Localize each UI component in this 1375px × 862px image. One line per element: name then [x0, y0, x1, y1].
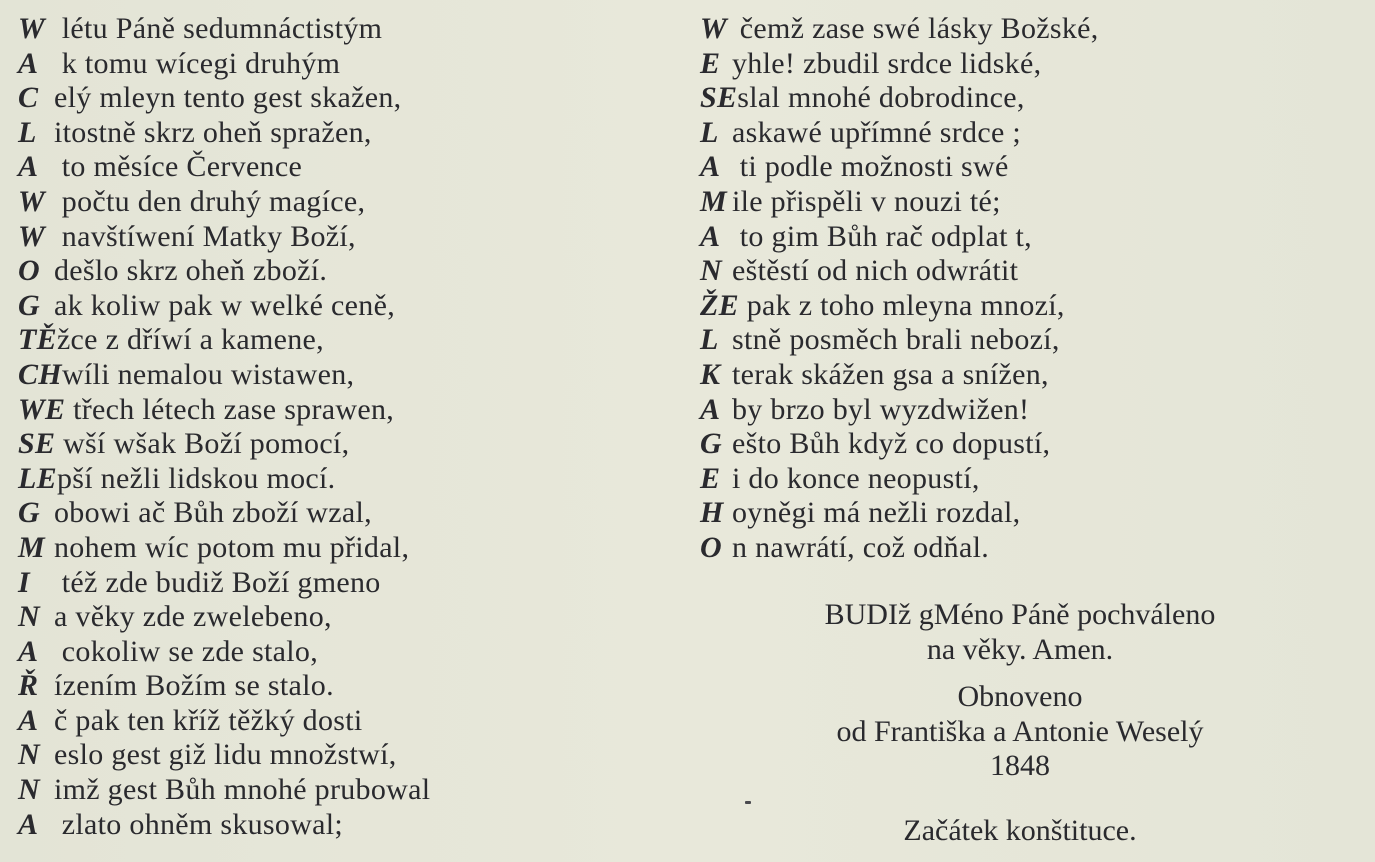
poem-line — [700, 150, 1340, 185]
poem-line — [18, 704, 658, 739]
line-text: čemž zase swé lásky Božské, — [732, 12, 1099, 45]
line-text: to měsíce Července — [54, 150, 303, 184]
line-initial: A — [18, 703, 39, 737]
line-text: terak skážen gsa a snížen, — [732, 357, 1049, 391]
line-text: ti podle možnosti swé — [732, 150, 1009, 184]
line-text: nohem wíc potom mu přidal, — [54, 530, 410, 564]
line-text: elý mleyn tento gest skažen, — [54, 81, 402, 115]
line-text: létu Páně sedumnáctistým — [54, 12, 383, 45]
line-text: k tomu wícegi druhým — [54, 46, 341, 80]
line-initial: K — [700, 357, 721, 391]
poem-line — [18, 47, 658, 82]
poem-line — [700, 427, 1340, 462]
renewal-block — [700, 680, 1340, 784]
line-text: ak koliw pak w welké ceně, — [54, 288, 396, 322]
poem-line — [18, 220, 658, 255]
line-initial: A — [18, 150, 39, 184]
line-initial: W — [18, 12, 45, 45]
line-initial: N — [18, 773, 40, 807]
line-text: slal mnohé dobrodince, — [737, 81, 1025, 115]
line-initial: A — [700, 219, 721, 253]
line-text: pak z toho mleyna mnozí, — [738, 288, 1065, 322]
poem-line — [18, 738, 658, 773]
poem-line — [18, 808, 658, 843]
poem-line — [18, 116, 658, 151]
poem-line — [700, 462, 1340, 497]
line-initial: LE — [18, 461, 57, 495]
line-initial: G — [18, 496, 40, 530]
section-heading: Začátek konštituce. — [903, 814, 1137, 847]
line-initial: A — [700, 392, 721, 426]
line-text: navštíwení Matky Boží, — [54, 219, 356, 253]
line-initial: I — [18, 565, 30, 599]
line-initial: WE — [18, 392, 66, 426]
poem-line — [18, 531, 658, 566]
line-text: ile přispěli v nouzi té; — [732, 184, 1001, 218]
poem-line — [700, 289, 1340, 324]
line-initial: SE — [700, 81, 738, 115]
line-initial: N — [18, 738, 40, 772]
line-text: též zde budiž Boží gmeno — [54, 565, 381, 599]
line-text: i do konce neopustí, — [732, 461, 980, 495]
line-text: ízením Božím se stalo. — [54, 669, 334, 703]
line-initial: ŽE — [700, 288, 739, 322]
line-text: č pak ten kříž těžký dosti — [54, 703, 363, 737]
blessing-block — [700, 598, 1340, 667]
line-initial: O — [18, 254, 40, 288]
line-initial: A — [18, 634, 39, 668]
line-text: to gim Bůh rač odplat t, — [732, 219, 1032, 253]
poem-line — [18, 773, 658, 808]
line-text: stně posměch brali nebozí, — [732, 323, 1060, 357]
poem-line — [700, 116, 1340, 151]
line-text: eslo gest giž lidu množstwí, — [54, 738, 397, 772]
line-text: ešto Bůh když co dopustí, — [732, 427, 1051, 461]
line-initial: N — [700, 254, 722, 288]
line-text: eštěstí od nich odwrátit — [732, 254, 1019, 288]
blessing-line-1: BUDIž gMéno Páně pochváleno — [824, 598, 1216, 631]
line-initial: E — [700, 46, 721, 80]
line-initial: W — [18, 219, 45, 253]
line-text: oyněgi má nežli rozdal, — [732, 496, 1021, 530]
line-initial: M — [18, 530, 45, 564]
line-text: wíli nemalou wistawen, — [61, 357, 355, 391]
line-initial: L — [700, 115, 719, 149]
line-text: dešlo skrz oheň zboží. — [54, 254, 328, 288]
line-initial: N — [18, 600, 40, 634]
left-poem-column — [18, 12, 658, 842]
line-text: pší nežli lidskou mocí. — [56, 461, 336, 495]
poem-line — [18, 289, 658, 324]
line-initial: H — [700, 496, 724, 530]
poem-line — [18, 150, 658, 185]
line-text: by brzo byl wyzdwižen! — [732, 392, 1030, 426]
poem-line — [18, 600, 658, 635]
poem-line — [18, 323, 658, 358]
line-text: cokoliw se zde stalo, — [54, 634, 319, 668]
poem-line — [700, 12, 1340, 47]
line-text: žce z dříwí a kamene, — [56, 323, 324, 357]
line-text: a věky zde zwelebeno, — [54, 600, 332, 634]
poem-line — [700, 323, 1340, 358]
poem-line — [18, 393, 658, 428]
poem-line — [18, 12, 658, 47]
renewal-year: 1848 — [990, 749, 1050, 783]
line-text: wší wšak Boží pomocí, — [55, 427, 350, 461]
line-text: imž gest Bůh mnohé prubowal — [54, 773, 431, 807]
poem-line — [18, 566, 658, 601]
poem-line — [18, 358, 658, 393]
line-initial: G — [700, 427, 722, 461]
line-initial: TĚ — [18, 323, 57, 357]
line-text: zlato ohněm skusowal; — [54, 807, 344, 841]
line-initial: E — [700, 461, 721, 495]
poem-line — [700, 185, 1340, 220]
poem-line — [18, 462, 658, 497]
poem-line — [18, 427, 658, 462]
poem-line — [18, 496, 658, 531]
line-initial: SE — [18, 427, 56, 461]
poem-line — [18, 254, 658, 289]
poem-line — [700, 254, 1340, 289]
line-text: itostně skrz oheň spražen, — [54, 115, 372, 149]
line-initial: M — [700, 184, 727, 218]
poem-line — [700, 81, 1340, 116]
poem-line — [18, 185, 658, 220]
poem-line — [18, 81, 658, 116]
line-text: askawé upřímné srdce ; — [732, 115, 1021, 149]
line-initial: A — [18, 807, 39, 841]
renewal-label: Obnoveno — [957, 680, 1083, 713]
right-poem-column — [700, 12, 1340, 566]
line-initial: C — [18, 81, 39, 115]
line-text: počtu den druhý magíce, — [54, 184, 366, 218]
poem-line — [700, 220, 1340, 255]
line-initial: L — [700, 323, 719, 357]
line-initial: W — [700, 12, 727, 45]
line-initial: O — [700, 530, 722, 564]
line-text: yhle! zbudil srdce lidské, — [732, 46, 1042, 80]
poem-line — [700, 47, 1340, 82]
line-text: n nawrátí, což odňal. — [732, 530, 990, 564]
poem-line — [700, 496, 1340, 531]
ink-speck — [745, 801, 751, 804]
line-initial: G — [18, 288, 40, 322]
line-initial: L — [18, 115, 37, 149]
line-initial: CH — [18, 357, 62, 391]
line-initial: W — [18, 184, 45, 218]
blessing-line-2: na věky. Amen. — [926, 632, 1114, 666]
poem-line — [18, 635, 658, 670]
line-initial: A — [700, 150, 721, 184]
line-initial: A — [18, 46, 39, 80]
line-text: třech létech zase sprawen, — [65, 392, 395, 426]
poem-line — [18, 669, 658, 704]
line-initial: Ř — [18, 669, 39, 703]
line-text: obowi ač Bůh zboží wzal, — [54, 496, 372, 530]
poem-line — [700, 393, 1340, 428]
poem-line — [700, 531, 1340, 566]
poem-line — [700, 358, 1340, 393]
renewal-names: od Františka a Antonie Weselý — [836, 714, 1204, 748]
